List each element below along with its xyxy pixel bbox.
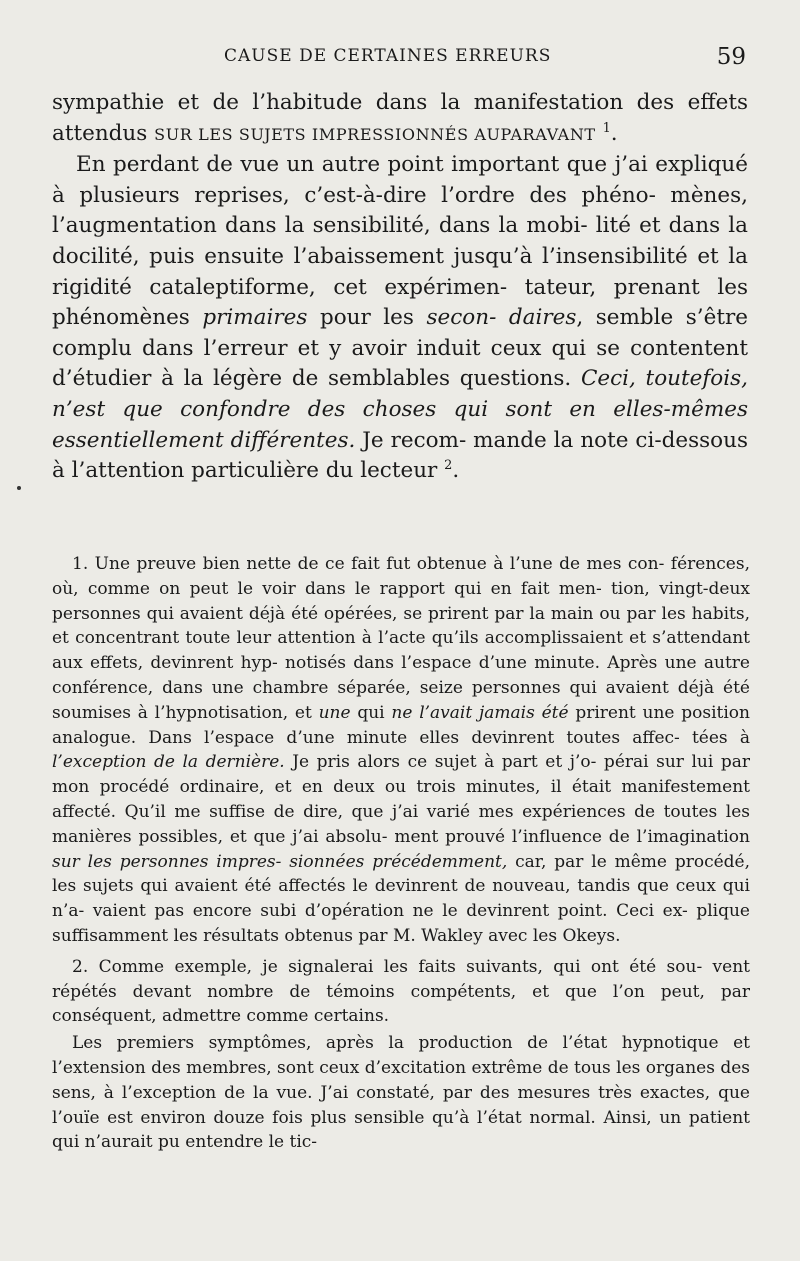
fn1-text-d: Je pris alors ce sujet à part et j’o- pérai sur lui par mon procédé ordinaire, et en deux ou trois minutes, il était manifestement affecté. Qu’il me suffise de dire, que j’ai varié mes expériences de toutes les manières possibles, et que j’ai absolu- ment prouvé l’influence de l’imagination — [52, 752, 750, 847]
paragraph-1 — [52, 88, 748, 150]
p2-text-c: , semble s’être complu dans l’erreur et y avoir induit ceux qui se contentent d’étudier à la légère de semblables questions. — [52, 305, 748, 392]
running-title: CAUSE DE CERTAINES ERREURS — [224, 46, 552, 66]
p2-text-b: pour les — [307, 305, 427, 331]
margin-speck — [17, 486, 21, 490]
page-number: 59 — [716, 44, 746, 70]
footnote-2-continued: Les premiers symptômes, après la production de l’état hypnotique et l’extension des membres, sont ceux d’excitation extrême de tous les organes des sens, à l’exception de la vue. J’ai constaté, par des mesures très exactes, que l’ouïe est environ douze fois plus sensible qu’à l’état normal. Ainsi, un patient qui n’aurait pu entendre le tic- — [52, 1033, 750, 1153]
fn1-italic-jamais: ne l’avait jamais été — [391, 702, 569, 723]
p2-italic-secondaires: secon- daires — [426, 305, 577, 331]
p2-text-d: Je recom- mande la note ci-dessous à l’attention particulière du lecteur — [52, 427, 748, 484]
p2-italic-primaires: primaires — [202, 305, 308, 331]
fn1-text-b: qui — [350, 702, 392, 723]
p2-text-a: En perdant de vue un autre point important que j’ai expliqué à plusieurs reprises, c’est-à-dire l’ordre des phéno- mènes, l’augmentation dans la sensibilité, dans la mobi- lité et dans la docilité, puis ensuite l’abaissement jusqu’à l’insensibilité et la rigidité cataleptiforme, cet expérimen- tateur, prenant les phénomènes — [52, 152, 748, 331]
fn1-italic-exception: l’exception de la dernière. — [52, 752, 285, 773]
paragraph-2 — [52, 150, 748, 487]
fn1-text-a: 1. Une preuve bien nette de ce fait fut obtenue à l’une de mes con- férences, où, comme on peut le voir dans le rapport qui en fait men- tion, vingt-deux personnes qui avaient déjà été opérées, se prirent par la main ou par les habits, et concentrant toute leur attention à l’acte qu’ils accomplissaient et s’attendant aux effets, devinrent hyp- notisés dans l’espace d’une minute. Après une autre conférence, dans une chambre séparée, seize personnes qui avaient déjà été soumises à l’hypnotisation, et — [52, 554, 750, 723]
footnote-ref-2: 2 — [444, 457, 453, 473]
p1-smallcaps: SUR LES SUJETS IMPRESSIONNÉS AUPARAVANT — [154, 124, 596, 144]
footnote-1 — [52, 552, 750, 949]
p2-end: . — [452, 458, 460, 484]
p1-text: sympathie et de l’habitude dans la manifestation des effets attendus — [52, 90, 748, 146]
fn1-text-e: car, par le même procédé, les sujets qui avaient été affectés le devinrent de nouveau, tandis que ceux qui n’a- vaient pas encore subi d’opération ne le devinrent point. Ceci ex- plique suffisamment les résultats obtenus par M. Wakley avec les Okeys. — [52, 851, 751, 946]
main-text — [52, 88, 748, 487]
fn1-italic-une: une — [318, 702, 351, 723]
fn1-italic-personnes: sur les personnes impres- sionnées précédemment, — [52, 851, 508, 872]
fn1-text-c: prirent une position analogue. Dans l’espace d’une minute elles devinrent toutes affec- tées à — [52, 702, 750, 748]
p2-italic-sentence: Ceci, toutefois, n’est que confondre des choses qui sont en elles-mêmes essentiellement différentes. — [52, 366, 748, 453]
footnotes — [52, 552, 750, 1155]
footnote-ref-1: 1 — [602, 120, 611, 136]
page-header — [56, 44, 744, 74]
p1-end: . — [610, 120, 618, 146]
footnote-2: 2. Comme exemple, je signalerai les faits suivants, qui ont été sou- vent répétés devant nombre de témoins compétents, et que l’on peut, par conséquent, admettre comme certains. — [52, 956, 750, 1027]
